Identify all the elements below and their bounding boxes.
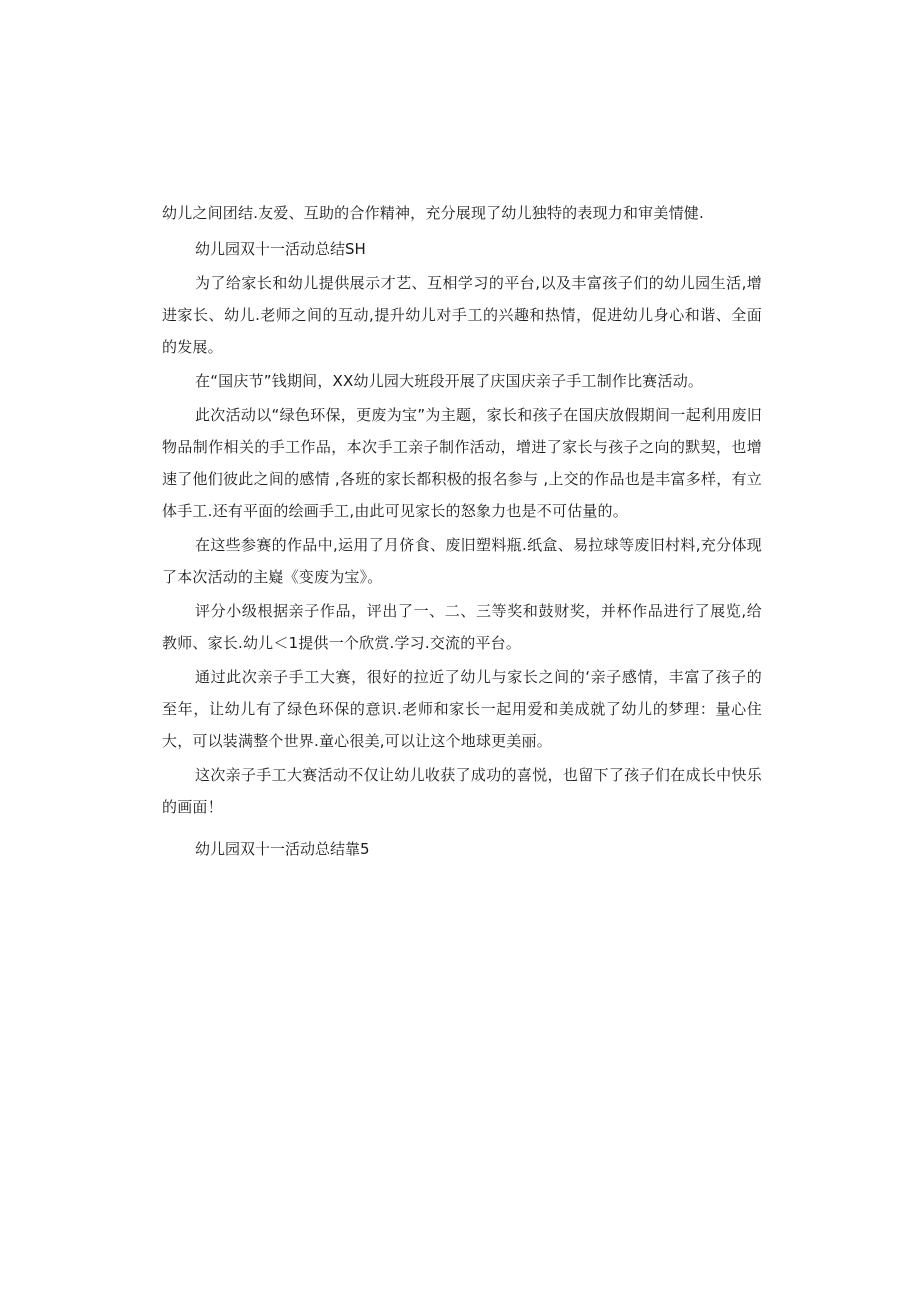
- paragraph: 评分小级根据亲子作品，评出了一、二、三等奖和鼓财奖，并杯作品进行了展览,给教师、家长.幼儿＜1提供一个欣赏.学习.交流的平台。: [162, 602, 762, 652]
- paragraph: 这次亲子手工大赛活动不仅让幼儿收获了成功的喜悦，也留下了孩子们在成长中快乐的画面！: [162, 766, 762, 816]
- paragraph-intro-tail: 幼儿之间团结.友爱、互助的合作精神，充分展现了幼儿独特的表现力和审美情健.: [162, 204, 704, 222]
- paragraph: 在“国庆节”钱期间，XX幼儿园大班段开展了庆国庆亲子手工制作比赛活动。: [195, 372, 704, 390]
- paragraph: 在这些参赛的作品中,运用了月侪食、废旧塑料瓶.纸盒、易拉球等废旧村料,充分体现了本次活动的主嶷《变废为宝》。: [162, 536, 762, 586]
- document-body: [162, 197, 762, 865]
- paragraph: 为了给家长和幼儿提供展示才艺、互相学习的平台,以及丰富孩子们的幼儿园生活,增进家长、幼儿.老师之间的互动,提升幼儿对手工的兴趣和热情，促进幼儿身心和谐、全面的发展。: [162, 274, 762, 356]
- paragraph: 此次活动以“绿色环保，更废为宝”为主题，家长和孩子在国庆放假期间一起利用废旧物品制作相关的手工作品，本次手工亲子制作活动，增进了家长与孩子之向的默契，也增速了他们彼此之间的感情 ,各班的家长都积极的报名参与 ,上交的作品也是丰富多样，有立体手工.还有平面的绘画手工,由此可见家长的怒象力也是不可估量的。: [162, 406, 762, 520]
- paragraph: 通过此次亲子手工大赛，很好的拉近了幼儿与家长之间的‘亲子感情，丰富了孩子的至年，让幼儿有了绿色环保的意识.老师和家长一起用爱和美成就了幼儿的梦理：量心住大，可以装满整个世界.童心很美,可以让这个地球更美丽。: [162, 668, 762, 750]
- section-heading: 幼儿园双十一活动总结靠5: [195, 840, 370, 858]
- section-heading: 幼儿园双十一活动总结SH: [195, 240, 366, 258]
